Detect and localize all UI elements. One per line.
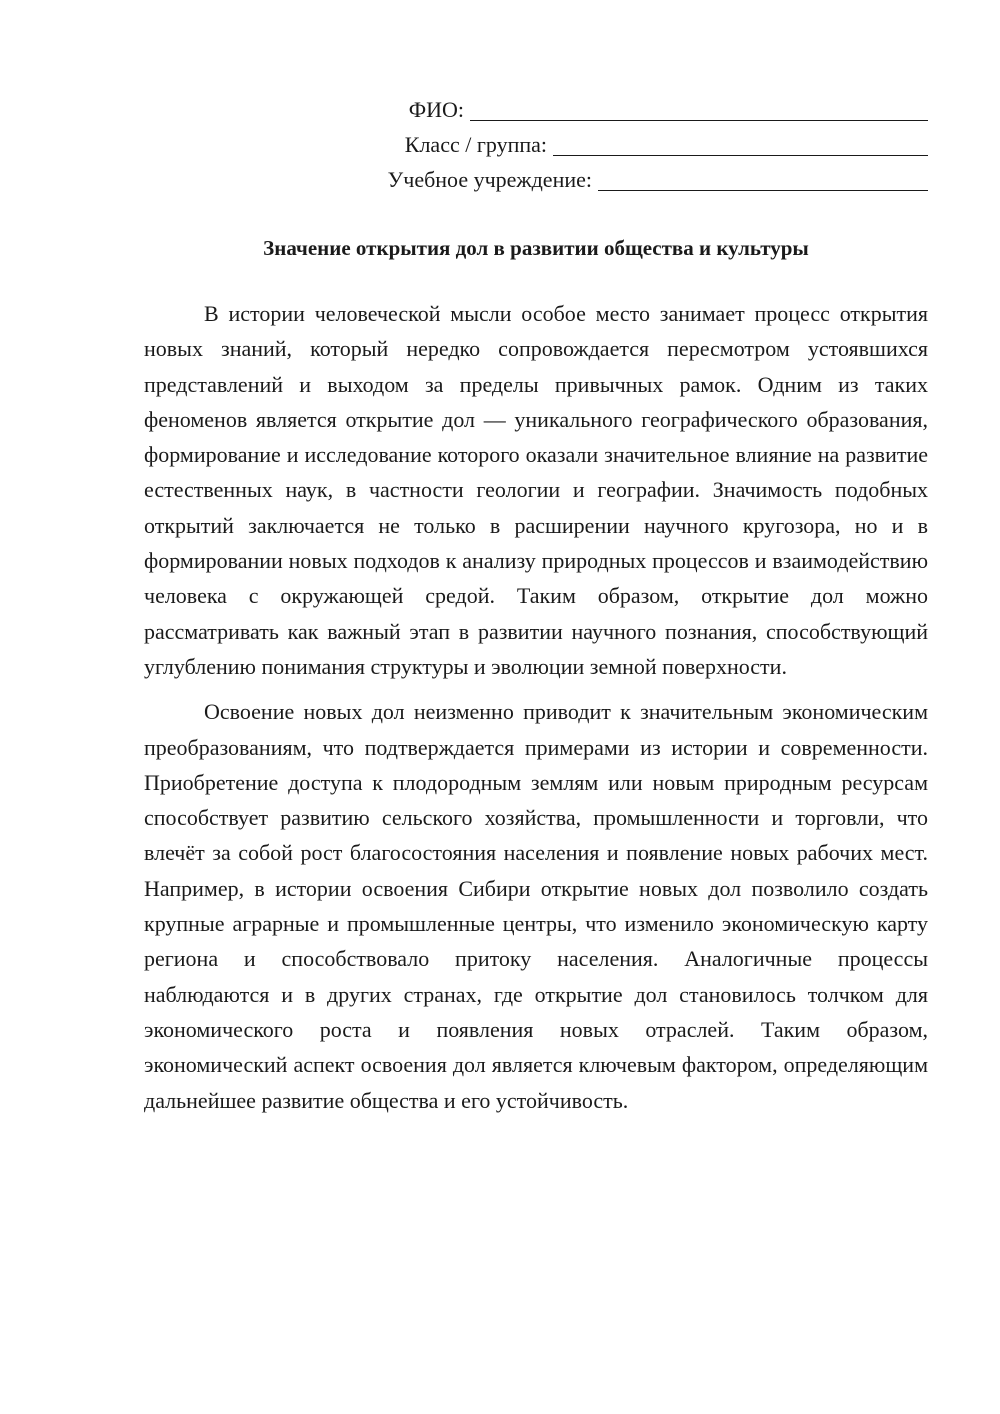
fio-label: ФИО: [408, 97, 464, 122]
school-row [328, 162, 928, 197]
fio-row [328, 92, 928, 127]
document-title: Значение открытия дол в развитии общества и культуры [263, 236, 809, 260]
class-label: Класс / группа: [404, 132, 547, 157]
class-row [328, 127, 928, 162]
paragraph-2: Освоение новых дол неизменно приводит к значительным экономическим преобразованиям, что подтверждается примерами из истории и современности. Приобретение доступа к плодородным землям или новым природным ресурсам способствует развитию сельского хозяйства, промышленности и торговли, что влечёт за собой рост благосостояния населения и появление новых рабочих мест. Например, в истории освоения Сибири открытие новых дол позволило создать крупные аграрные и промышленные центры, что изменило экономическую карту региона и способствовало притоку населения. Аналогичные процессы наблюдаются и в других странах, где открытие дол становилось толчком для экономического роста и появления новых отраслей. Таким образом, экономический аспект освоения дол является ключевым фактором, определяющим дальнейшее развитие общества и его устойчивость. [144, 699, 928, 1113]
fio-blank-line [470, 94, 928, 121]
class-blank-line [553, 129, 928, 156]
document-body [144, 296, 928, 1128]
paragraph-1: В истории человеческой мысли особое место занимает процесс открытия новых знаний, который нередко сопровождается пересмотром устоявшихся представлений и выходом за пределы привычных рамок. Одним из таких феноменов является открытие дол — уникального географического образования, формирование и исследование которого оказали значительное влияние на развитие естественных наук, в частности геологии и географии. Значимость подобных открытий заключается не только в расширении научного кругозора, но и в формировании новых подходов к анализу природных процессов и взаимодействию человека с окружающей средой. Таким образом, открытие дол можно рассматривать как важный этап в развитии научного познания, способствующий углублению понимания структуры и эволюции земной поверхности. [144, 301, 928, 679]
school-blank-line [598, 164, 928, 191]
student-info-block [328, 92, 928, 197]
school-label: Учебное учреждение: [387, 167, 592, 192]
